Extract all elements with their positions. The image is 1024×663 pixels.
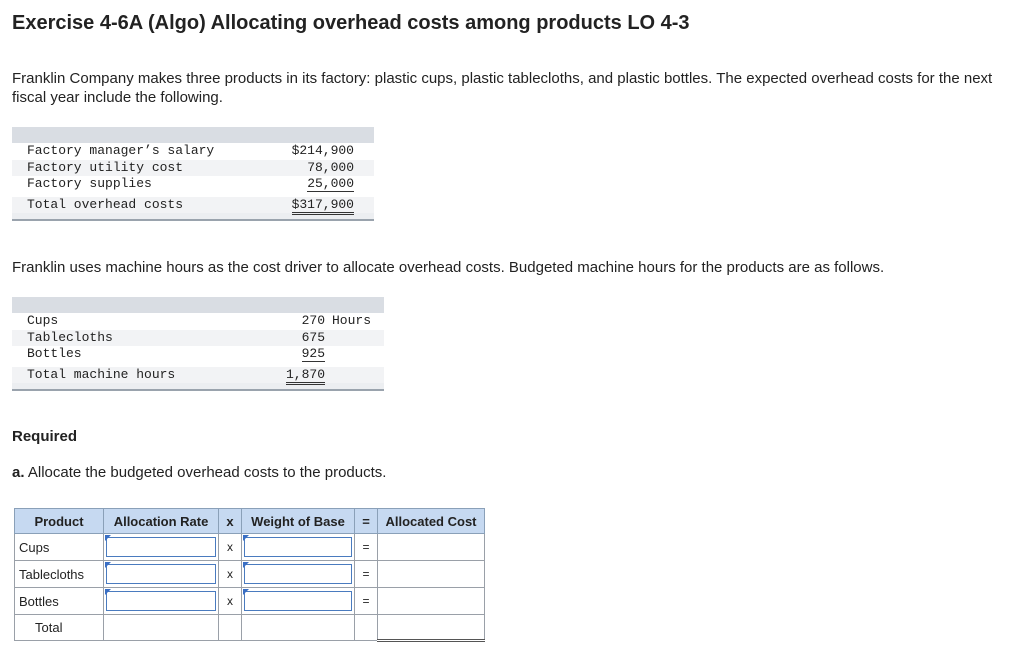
row-label: Bottles	[27, 346, 82, 361]
table-row	[12, 313, 384, 330]
product-label: Cups	[15, 534, 104, 561]
total-row	[12, 367, 384, 384]
cost-driver-paragraph: Franklin uses machine hours as the cost driver to allocate overhead costs. Budgeted machine hours for the products are as follows.	[12, 259, 885, 276]
table-header-bar	[12, 127, 374, 143]
allocation-rate-cell	[104, 561, 219, 588]
total-value	[262, 197, 374, 214]
total-row	[12, 197, 374, 214]
row-label: Factory supplies	[27, 176, 152, 191]
product-label: Bottles	[15, 588, 104, 615]
table-row	[12, 160, 374, 177]
header-weight-of-base: Weight of Base	[242, 509, 355, 534]
allocation-rate-input-tablecloths[interactable]	[106, 564, 216, 584]
table-row	[12, 330, 384, 347]
row-label: Factory utility cost	[12, 160, 262, 177]
row-unit: Hours	[332, 313, 372, 328]
row-label: Tablecloths	[12, 330, 252, 347]
table-row	[12, 346, 384, 363]
allocated-cost-cell-cups	[378, 534, 485, 561]
row-value: 270	[301, 313, 325, 328]
answer-total-row	[15, 615, 485, 641]
weight-of-base-cell	[242, 561, 355, 588]
table-row	[12, 176, 374, 193]
total-label: Total	[15, 615, 104, 641]
answer-row-tablecloths	[15, 561, 485, 588]
part-a-instruction	[12, 464, 386, 481]
total-label: Total machine hours	[12, 367, 252, 384]
total-value	[252, 367, 327, 384]
page-title: Exercise 4-6A (Algo) Allocating overhead costs among products LO 4-3	[12, 12, 690, 34]
part-letter: a.	[12, 464, 25, 481]
row-value	[262, 176, 374, 193]
part-text: Allocate the budgeted overhead costs to the products.	[24, 464, 387, 481]
answer-header-row	[15, 509, 485, 534]
header-equals: =	[355, 509, 378, 534]
header-product: Product	[15, 509, 104, 534]
allocated-cost-cell-bottles	[378, 588, 485, 615]
overhead-costs-table	[12, 127, 374, 221]
table-footer-bar	[12, 383, 384, 390]
total-label: Total overhead costs	[12, 197, 262, 214]
weight-of-base-input-cups[interactable]	[244, 537, 352, 557]
header-allocated-cost: Allocated Cost	[378, 509, 485, 534]
header-allocation-rate: Allocation Rate	[104, 509, 219, 534]
header-times: x	[219, 509, 242, 534]
allocation-rate-cell	[104, 534, 219, 561]
weight-of-base-input-bottles[interactable]	[244, 591, 352, 611]
machine-hours-table	[12, 297, 384, 391]
weight-of-base-cell	[242, 534, 355, 561]
times-sign: x	[219, 588, 242, 615]
equals-sign: =	[355, 561, 378, 588]
row-label: Factory manager’s salary	[27, 143, 215, 158]
table-header-bar	[12, 297, 384, 313]
allocated-cost-cell-tablecloths	[378, 561, 485, 588]
underlined-value: 925	[301, 346, 325, 361]
intro-paragraph: Franklin Company makes three products in its factory: plastic cups, plastic tablecloths, and plastic bottles. The expected overhead costs for the next fiscal year include the following.	[12, 70, 993, 106]
allocation-rate-input-cups[interactable]	[106, 537, 216, 557]
table-row	[12, 143, 374, 160]
row-label: Cups	[27, 313, 59, 328]
weight-of-base-input-tablecloths[interactable]	[244, 564, 352, 584]
product-label: Tablecloths	[15, 561, 104, 588]
row-value: 78,000	[262, 160, 374, 177]
row-value: $214,900	[291, 143, 354, 158]
times-sign: x	[219, 534, 242, 561]
allocated-cost-total-cell	[378, 615, 485, 641]
times-sign: x	[219, 561, 242, 588]
answer-row-bottles	[15, 588, 485, 615]
double-underlined-value: $317,900	[292, 197, 354, 215]
row-value: 675	[252, 330, 327, 347]
row-value	[252, 346, 327, 363]
allocation-answer-table	[14, 508, 485, 642]
required-heading: Required	[12, 428, 78, 445]
equals-sign: =	[355, 534, 378, 561]
weight-of-base-cell	[242, 588, 355, 615]
equals-sign: =	[355, 588, 378, 615]
double-underlined-value: 1,870	[286, 367, 325, 385]
answer-row-cups	[15, 534, 485, 561]
allocation-rate-input-bottles[interactable]	[106, 591, 216, 611]
allocation-rate-cell	[104, 588, 219, 615]
underlined-value: 25,000	[307, 176, 354, 191]
